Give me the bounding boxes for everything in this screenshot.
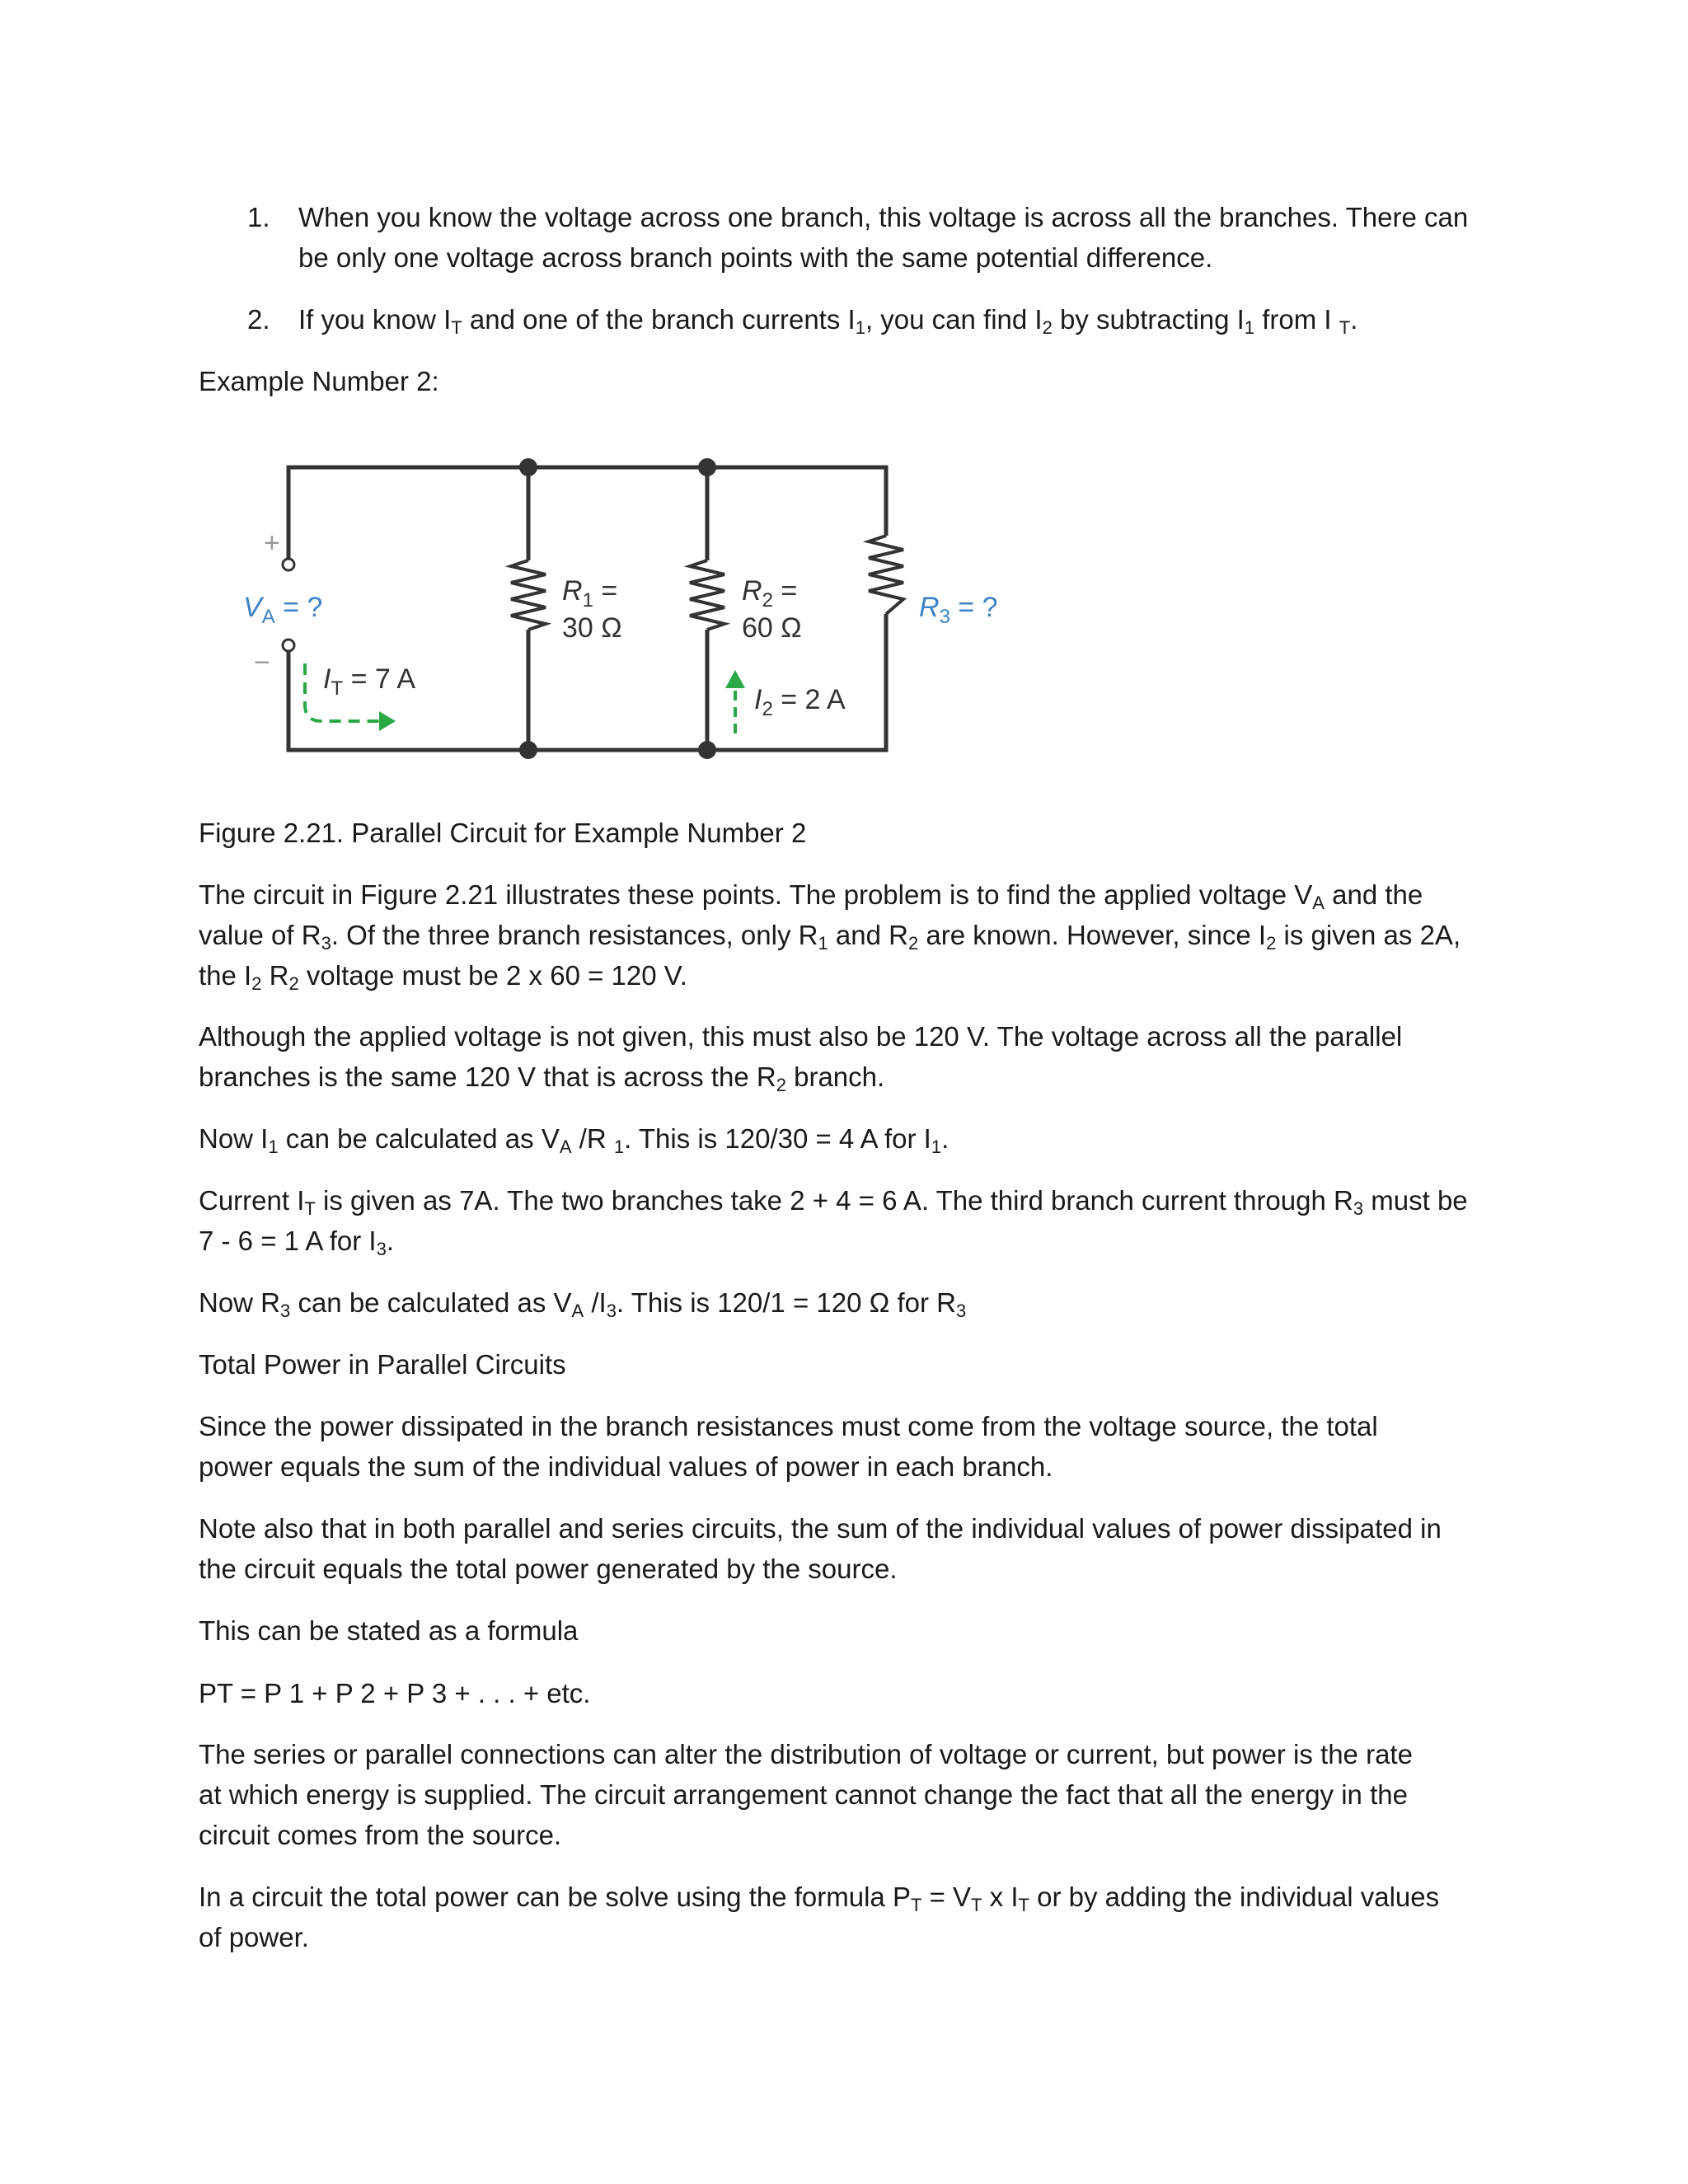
minus-sign: − — [254, 647, 270, 678]
junction-dot — [698, 458, 716, 476]
terminal-positive — [283, 559, 294, 570]
paragraph-r3-calculation: Now $R_3$ can be calculated as $V_A$ $/I_3$. This is 120/1 = 120 Ω for $R_3$ — [199, 1287, 967, 1321]
circuit-diagram — [231, 449, 1055, 771]
terminal-negative — [283, 640, 294, 651]
i2-label: $I_2 = 2$ A — [754, 684, 846, 720]
example-heading: Example Number 2: — [199, 366, 439, 396]
list-item-1-line-2: be only one voltage across branch points with the same potential difference. — [298, 242, 1213, 273]
resistor-r2-symbol — [690, 560, 724, 630]
va-label: $V_A$ = ? — [243, 592, 323, 628]
paragraph-circuit-explanation: The circuit in Figure 2.21 illustrates these points. The problem is to find the applied voltage $V_A$ and the value of $R_3$. Of the three branch resistances, only $R_1$ and $R_2$ are known. However, since $I_2$ is given as 2A, the $I_2$ $R_2$ voltage must be 2 x 60 = 120 V. — [199, 879, 1461, 994]
paragraph-energy-source: The series or parallel connections can alter the distribution of voltage or current, but power is the rate at which energy is supplied. The circuit arrangement cannot change the fact that all the energy in the circuit comes from the source. — [199, 1739, 1413, 1850]
paragraph-total-power-formula: In a circuit the total power can be solve using the formula $P_T = V_T$ x $I_T$ or by adding the individual values of power. — [199, 1882, 1440, 1952]
r1-label: $R_1$ = — [562, 575, 618, 612]
r3-label: $R_3$ = ? — [919, 592, 998, 628]
figure-caption: Figure 2.21. Parallel Circuit for Example Number 2 — [199, 818, 807, 848]
document-page: 1. When you know the voltage across one branch, this voltage is across all the branches. There can be only one voltage across branch points with the same potential difference. 2. If you know $I_T$ and one of the branch currents $I_1$, you can find $I_2$ by subtracting $I_1$ from I $_T$. Example Number 2: + − $V_A$ = ? $I_T = 7$ A $R_1$ = 30 Ω $R_2$ = 60 Ω $R_3$ = ? $I_2 = 2$ A Figure 2.21. Parallel Circuit for Example Number 2 The circuit in Figure 2.21 illustrates these points. The problem is to find the applied voltage $V_A$ and the value of $R_3$. Of the three branch resistances, only $R_1$ and $R_2$ are known. However, since $I_2$ is given as 2A, the $I_2$ $R_2$ voltage must be 2 x 60 = 120 V. Although the applied voltage is not given, this must also be 120 V. The voltage across all the parallel branches is the same 120 V that is across the $R_2$ branch. Now $I_1$ can be calculated as $V_A$ /R $_1$. This is 120/30 = 4 A for $I_1$. Current $I_T$ is given as 7A. The two branches take 2 + 4 = 6 A. The third branch current through $R_3$ must be 7 - 6 = 1 A for $I_3$. Now $R_3$ can be calculated as $V_A$ $/I_3$. This is 120/1 = 120 Ω for $R_3$ Total Power in Parallel Circuits Since the power dissipated in the branch resistances must come from the voltage source, the total power equals the sum of the individual values of power in each branch. Note also that in both parallel and series circuits, the sum of the individual values of power dissipated in the circuit equals the total power generated by the source. This can be stated as a formula PT = P 1 + P 2 + P 3 + . . . + etc. The series or parallel connections can alter the distribution of voltage or current, but power is the rate at which energy is supplied. The circuit arrangement cannot change the fact that all the energy in the circuit comes from the source. In a circuit the total power can be solve using the formula $P_T = V_T$ x $I_T$ or by adding the individual values of power. — [0, 0, 1688, 2184]
r1-value: 30 Ω — [562, 612, 622, 644]
paragraph-applied-voltage: Although the applied voltage is not given, this must also be 120 V. The voltage across all the parallel branches is the same 120 V that is across the $R_2$ branch. — [199, 1021, 1403, 1095]
resistor-r3-symbol — [869, 536, 903, 614]
power-formula: PT = P 1 + P 2 + P 3 + . . . + etc. — [199, 1678, 591, 1708]
paragraph-power-source: Since the power dissipated in the branch resistances must come from the voltage source, the total power equals the sum of the individual values of power in each branch. — [199, 1411, 1378, 1482]
resistor-r1-symbol — [511, 560, 546, 630]
paragraph-formula-intro: This can be stated as a formula — [199, 1615, 579, 1646]
junction-dot — [698, 741, 716, 759]
junction-dot — [519, 741, 537, 759]
paragraph-i1-calculation: Now $I_1$ can be calculated as $V_A$ /R $_1$. This is 120/30 = 4 A for $I_1$. — [199, 1123, 950, 1157]
it-label: $I_T = 7$ A — [323, 663, 416, 700]
list-item-1-line-1: When you know the voltage across one branch, this voltage is across all the branches. There can — [298, 202, 1469, 232]
junction-dot — [519, 458, 537, 476]
r2-value: 60 Ω — [742, 612, 802, 644]
section-heading-total-power: Total Power in Parallel Circuits — [199, 1349, 566, 1380]
paragraph-i3-calculation: Current $I_T$ is given as 7A. The two branches take 2 + 4 = 6 A. The third branch current through $R_3$ must be 7 - 6 = 1 A for $I_3$. — [199, 1185, 1468, 1259]
arrow-head-icon — [379, 711, 396, 731]
r2-label: $R_2$ = — [742, 575, 798, 612]
paragraph-power-sum: Note also that in both parallel and series circuits, the sum of the individual values of power dissipated in the circuit equals the total power generated by the source. — [199, 1513, 1442, 1584]
parallel-circuit-figure — [231, 449, 1055, 771]
plus-sign: + — [264, 527, 280, 559]
arrow-up-icon — [725, 670, 745, 688]
